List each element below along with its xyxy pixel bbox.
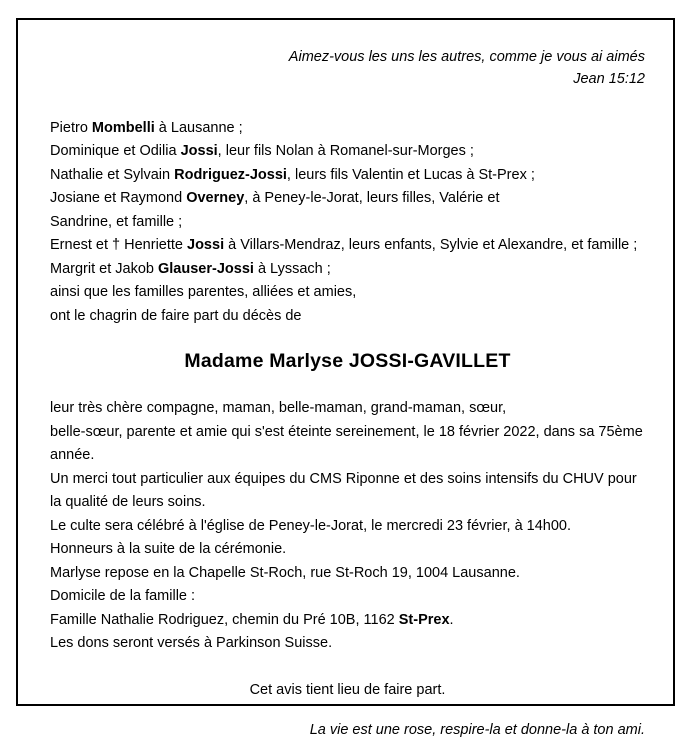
closing-quote: La vie est une rose, respire-la et donne-la à ton ami. (309, 721, 645, 738)
body-line: la qualité de leurs soins. (50, 494, 206, 511)
family-line: Dominique et Odilia Jossi, leur fils Nolan à Romanel-sur-Morges ; (50, 143, 474, 160)
body-line: Le culte sera célébré à l'église de Peney-le-Jorat, le mercredi 23 février, à 14h00. (50, 517, 572, 534)
body-line: Honneurs à la suite de la cérémonie. (50, 541, 287, 558)
body-text (50, 397, 645, 655)
deceased-name: Madame Marlyse JOSSI-GAVILLET (184, 350, 511, 373)
family-line: Pietro Mombelli à Lausanne ; (50, 119, 243, 136)
body-line: Domicile de la famille : (50, 588, 196, 605)
body-line: Un merci tout particulier aux équipes du CMS Riponne et des soins intensifs du CHUV pour (50, 470, 637, 487)
epigraph-quote: Aimez-vous les uns les autres, comme je vous ai aimés (288, 49, 645, 65)
family-line: Josiane et Raymond Overney, à Peney-le-Jorat, leurs filles, Valérie et (50, 190, 500, 207)
body-line: Les dons seront versés à Parkinson Suisse. (50, 635, 333, 652)
body-line: leur très chère compagne, maman, belle-maman, grand-maman, sœur, (50, 400, 507, 417)
family-line: Sandrine, et famille ; (50, 213, 183, 230)
body-line: Marlyse repose en la Chapelle St-Roch, rue St-Roch 19, 1004 Lausanne. (50, 564, 520, 581)
family-line: ainsi que les familles parentes, alliées et amies, (50, 284, 357, 301)
family-line: Margrit et Jakob Glauser-Jossi à Lyssach ; (50, 260, 331, 277)
body-line: année. (50, 447, 95, 464)
family-line: ont le chagrin de faire part du décès de (50, 307, 302, 324)
family-line: Ernest et † Henriette Jossi à Villars-Mendraz, leurs enfants, Sylvie et Alexandre, et famille ; (50, 237, 638, 254)
death-notice-card (16, 18, 675, 738)
epigraph-reference: Jean 15:12 (573, 71, 645, 88)
body-line: Famille Nathalie Rodriguez, chemin du Pré 10B, 1162 St-Prex. (50, 611, 454, 628)
family-line: Nathalie et Sylvain Rodriguez-Jossi, leurs fils Valentin et Lucas à St-Prex ; (50, 166, 535, 183)
epigraph (50, 46, 645, 91)
body-line: belle-sœur, parente et amie qui s'est éteinte sereinement, le 18 février 2022, dans sa 75ème (50, 423, 643, 440)
center-note: Cet avis tient lieu de faire part. (249, 681, 446, 698)
family-list (50, 117, 645, 328)
